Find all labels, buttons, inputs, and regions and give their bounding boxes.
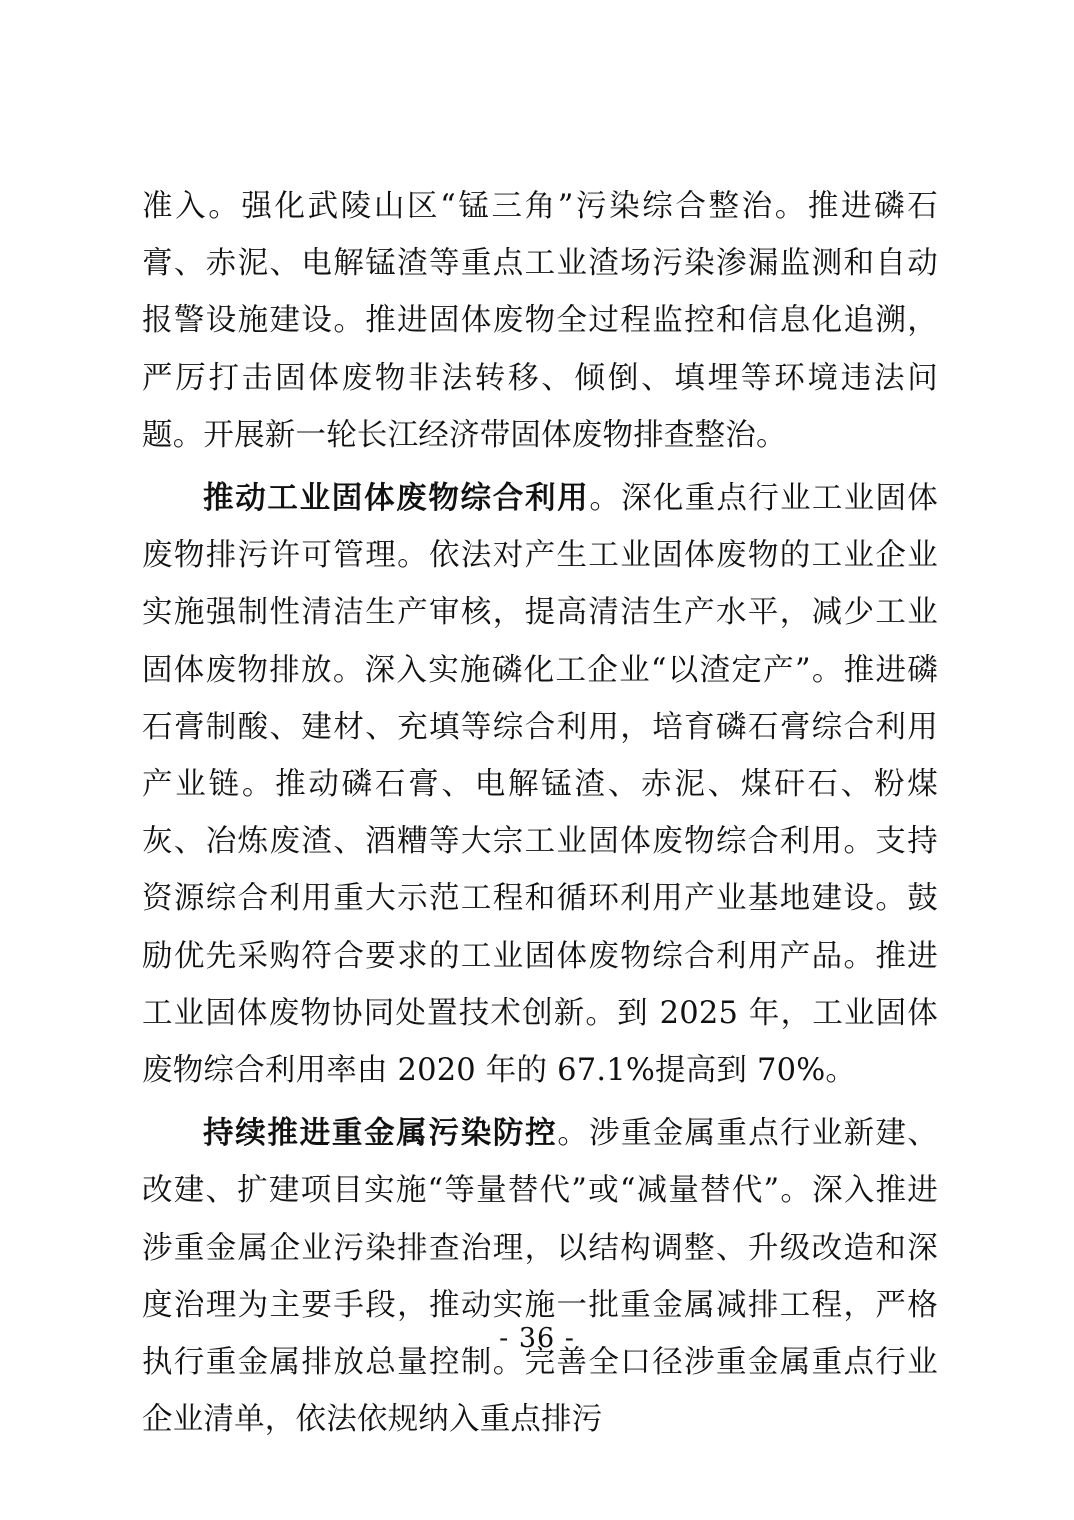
paragraph-continued-text: 准入。强化武陵山区“锰三角”污染综合整治。推进磷石膏、赤泥、电解锰渣等重点工业渣场污染渗漏监测和自动报警设施建设。推进固体废物全过程监控和信息化追溯，严厉打击固体废物非法转移、倾倒、填埋等环境违法问题。开展新一轮长江经济带固体废物排查整治。	[142, 189, 938, 453]
page-body-text	[142, 178, 938, 1454]
paragraph-heavy-metal-pollution	[142, 1105, 938, 1448]
page-number: - 36 -	[499, 1323, 575, 1354]
paragraph-industrial-solid-waste-lead: 推动工业固体废物综合利用	[203, 480, 590, 517]
paragraph-continued	[142, 178, 938, 464]
paragraph-heavy-metal-pollution-lead: 持续推进重金属污染防控	[203, 1115, 558, 1152]
paragraph-heavy-metal-pollution-text: 。涉重金属重点行业新建、改建、扩建项目实施“等量替代”或“减量替代”。深入推进涉重金属企业污染排查治理，以结构调整、升级改造和深度治理为主要手段，推动实施一批重金属减排工程，严格执行重金属排放总量控制。完善全口径涉重金属重点行业企业清单，依法依规纳入重点排污	[142, 1116, 938, 1438]
paragraph-industrial-solid-waste-text: 。深化重点行业工业固体废物排污许可管理。依法对产生工业固体废物的工业企业实施强制性清洁生产审核，提高清洁生产水平，减少工业固体废物排放。深入实施磷化工企业“以渣定产”。推进磷石膏制酸、建材、充填等综合利用，培育磷石膏综合利用产业链。推动磷石膏、电解锰渣、赤泥、煤矸石、粉煤灰、冶炼废渣、酒糟等大宗工业固体废物综合利用。支持资源综合利用重大示范工程和循环利用产业基地建设。鼓励优先采购符合要求的工业固体废物综合利用产品。推进工业固体废物协同处置技术创新。到 2025 年，工业固体废物综合利用率由 2020 年的 67.1%提高到 70%。	[142, 481, 938, 1089]
paragraph-industrial-solid-waste	[142, 470, 938, 1099]
